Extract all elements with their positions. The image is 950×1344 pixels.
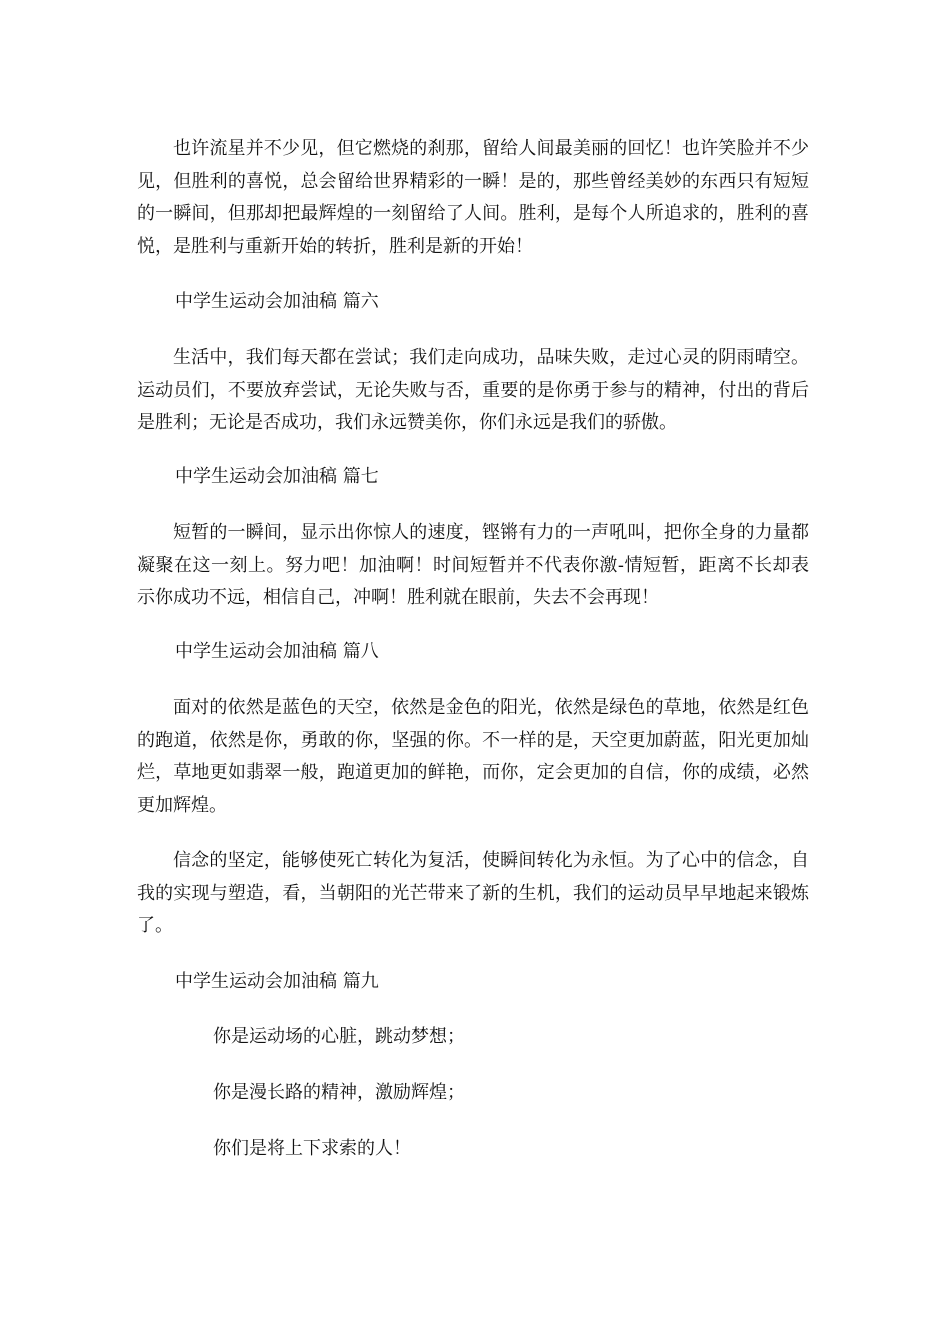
paragraph-section-6: 生活中，我们每天都在尝试；我们走向成功，品味失败，走过心灵的阴雨晴空。运动员们，不要放弃尝试，无论失败与否，重要的是你勇于参与的精神，付出的背后是胜利；无论是否成功，我们永远赞美你，你们永远是我们的骄傲。 [137, 347, 809, 433]
section-heading-7: 中学生运动会加油稿 篇七 [175, 466, 379, 487]
paragraph-section-8b: 信念的坚定，能够使死亡转化为复活，使瞬间转化为永恒。为了心中的信念，自我的实现与塑造，看，当朝阳的光芒带来了新的生机，我们的运动员早早地起来锻炼了。 [137, 850, 809, 936]
paragraph-section-7: 短暂的一瞬间，显示出你惊人的速度，铿锵有力的一声吼叫，把你全身的力量都凝聚在这一刻上。努力吧！加油啊！时间短暂并不代表你激-情短暂，距离不长却表示你成功不远，相信自己，冲啊！胜利就在眼前，失去不会再现！ [137, 522, 809, 608]
verse-line-2: 你是漫长路的精神，激励辉煌； [213, 1082, 465, 1103]
paragraph-section-8a: 面对的依然是蓝色的天空，依然是金色的阳光，依然是绿色的草地，依然是红色的跑道，依然是你，勇敢的你，坚强的你。不一样的是，天空更加蔚蓝，阳光更加灿烂，草地更如翡翠一般，跑道更加的鲜艳，而你，定会更加的自信，你的成绩，必然更加辉煌。 [137, 697, 809, 816]
verse-line-1: 你是运动场的心脏，跳动梦想； [213, 1026, 465, 1047]
section-heading-8: 中学生运动会加油稿 篇八 [175, 641, 379, 662]
paragraph-intro: 也许流星并不少见，但它燃烧的刹那，留给人间最美丽的回忆！也许笑脸并不少见，但胜利的喜悦，总会留给世界精彩的一瞬！是的，那些曾经美妙的东西只有短短的一瞬间，但那却把最辉煌的一刻留给了人间。胜利，是每个人所追求的，胜利的喜悦，是胜利与重新开始的转折，胜利是新的开始！ [137, 138, 809, 257]
verse-line-3: 你们是将上下求索的人！ [213, 1138, 411, 1159]
section-heading-9: 中学生运动会加油稿 篇九 [175, 971, 379, 992]
section-heading-6: 中学生运动会加油稿 篇六 [175, 291, 379, 312]
